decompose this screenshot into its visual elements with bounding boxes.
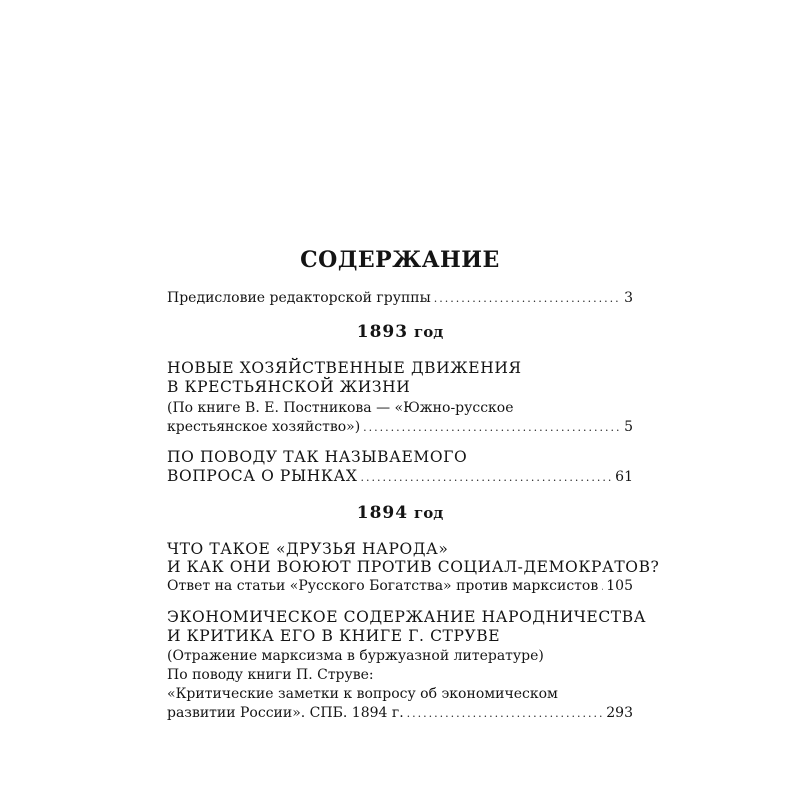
- year-heading-1894: [0, 503, 800, 523]
- entry-subtitle-line: (Отражение марксизма в буржуазной литературе): [167, 648, 544, 664]
- entry-title: Предисловие редакторской группы: [167, 290, 431, 306]
- dot-leader: [363, 421, 621, 434]
- page-number: 3: [624, 290, 633, 306]
- toc-entry-2-leader[interactable]: [167, 467, 633, 485]
- dot-leader: [407, 707, 604, 720]
- toc-entry-preface[interactable]: [167, 290, 633, 306]
- page-number: 293: [606, 705, 633, 721]
- dot-leader: [601, 580, 603, 593]
- entry-heading-line[interactable]: ПО ПОВОДУ ТАК НАЗЫВАЕМОГО: [167, 448, 468, 466]
- entry-heading-line[interactable]: В КРЕСТЬЯНСКОЙ ЖИЗНИ: [167, 378, 411, 396]
- entry-subtitle-line: Ответ на статьи «Русского Богатства» против марксистов: [167, 578, 599, 594]
- toc-entry-1-leader[interactable]: [167, 419, 633, 435]
- year-heading-1893: [0, 322, 800, 342]
- toc-entry-4-leader[interactable]: [167, 705, 633, 721]
- entry-heading-line: ВОПРОСА О РЫНКАХ: [167, 467, 358, 485]
- entry-heading-line[interactable]: И КРИТИКА ЕГО В КНИГЕ Г. СТРУВЕ: [167, 627, 501, 645]
- dot-leader: [360, 471, 612, 484]
- entry-subtitle-line: развитии России». СПБ. 1894 г.: [167, 705, 404, 721]
- entry-heading-line[interactable]: ЭКОНОМИЧЕСКОЕ СОДЕРЖАНИЕ НАРОДНИЧЕСТВА: [167, 608, 647, 626]
- toc-entry-3-leader[interactable]: [167, 578, 633, 594]
- year-number: 1893: [356, 322, 409, 342]
- page-number: 61: [615, 469, 633, 485]
- year-suffix: год: [414, 323, 444, 341]
- entry-subtitle-line: «Критические заметки к вопросу об экономическом: [167, 686, 558, 702]
- toc-title: СОДЕРЖАНИЕ: [300, 247, 500, 273]
- dot-leader: [434, 292, 621, 305]
- entry-subtitle-line: крестьянское хозяйство»): [167, 419, 361, 435]
- page-number: 5: [624, 419, 633, 435]
- entry-heading-line[interactable]: И КАК ОНИ ВОЮЮТ ПРОТИВ СОЦИАЛ-ДЕМОКРАТОВ?: [167, 558, 660, 576]
- entry-subtitle-line: По поводу книги П. Струве:: [167, 667, 374, 683]
- entry-heading-line[interactable]: ЧТО ТАКОЕ «ДРУЗЬЯ НАРОДА»: [167, 540, 449, 558]
- year-number: 1894: [356, 503, 409, 523]
- page-number: 105: [606, 578, 633, 594]
- entry-subtitle-line: (По книге В. Е. Постникова — «Южно-русское: [167, 400, 514, 416]
- year-suffix: год: [414, 504, 444, 522]
- entry-heading-line[interactable]: НОВЫЕ ХОЗЯЙСТВЕННЫЕ ДВИЖЕНИЯ: [167, 359, 522, 377]
